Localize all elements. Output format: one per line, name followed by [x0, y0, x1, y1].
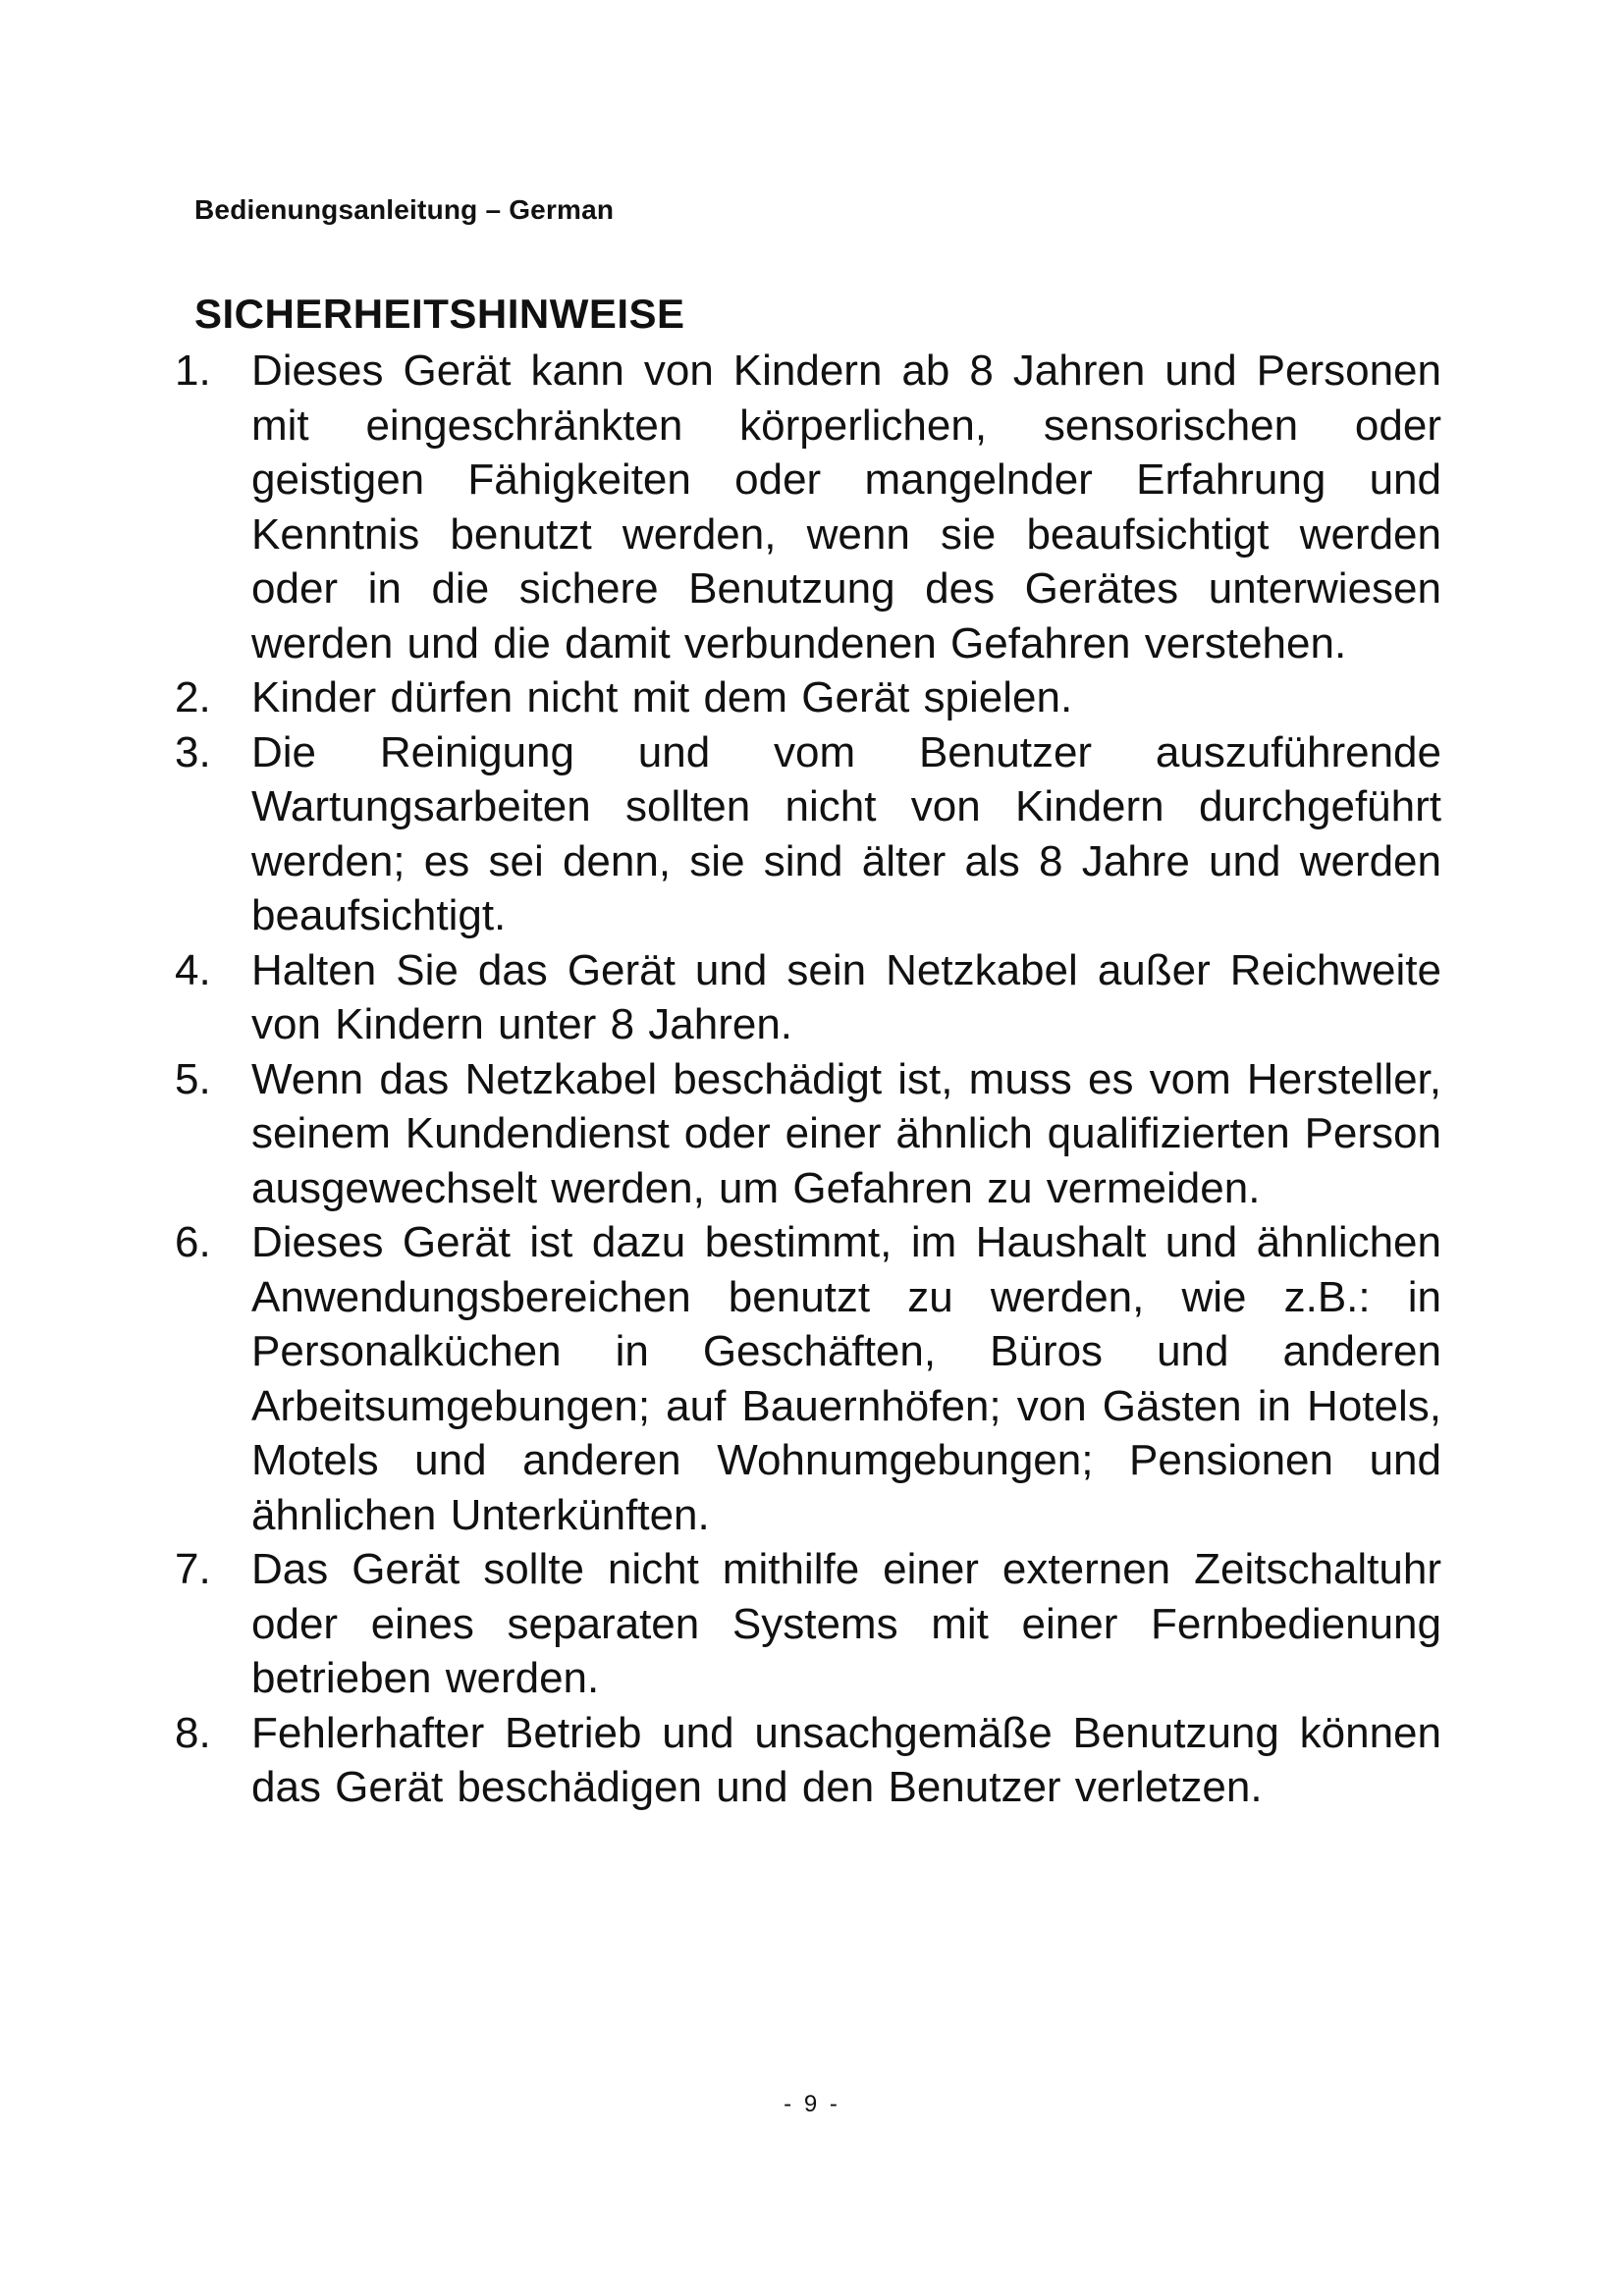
safety-item-5	[175, 1052, 1441, 1216]
item-number: 1.	[175, 347, 211, 395]
running-header: Bedienungsanleitung – German	[194, 194, 615, 225]
safety-item-2	[175, 670, 1441, 725]
item-number: 4.	[175, 945, 211, 994]
item-text: Fehlerhafter Betrieb und unsachgemäße Benutzung können das Gerät beschädigen und den Benutzer verletzen.	[251, 1708, 1441, 1811]
item-text: Wenn das Netzkabel beschädigt ist, muss es vom Hersteller, seinem Kundendienst oder einer ähnlich qualifizierten Person ausgewechselt werden, um Gefahren zu vermeiden.	[251, 1054, 1441, 1212]
item-number: 2.	[175, 673, 211, 721]
page-number: - 9 -	[784, 2091, 840, 2117]
safety-item-8	[175, 1706, 1441, 1815]
item-text: Die Reinigung und vom Benutzer auszuführende Wartungsarbeiten sollten nicht von Kindern durchgeführt werden; es sei denn, sie sind älter als 8 Jahre und werden beaufsichtigt.	[251, 727, 1441, 939]
safety-item-3	[175, 725, 1441, 943]
section-title: SICHERHEITSHINWEISE	[194, 291, 685, 337]
item-number: 3.	[175, 727, 211, 776]
safety-item-4	[175, 943, 1441, 1052]
safety-item-7	[175, 1542, 1441, 1706]
item-text: Dieses Gerät ist dazu bestimmt, im Haushalt und ähnlichen Anwendungsbereichen benutzt zu werden, wie z.B.: in Personalküchen in Geschäften, Büros und anderen Arbeitsumgebungen; auf Bauernhöfen; von Gästen in Hotels, Motels und anderen Wohnumgebungen; Pensionen und ähnlichen Unterkünften.	[251, 1218, 1441, 1539]
item-number: 7.	[175, 1545, 211, 1593]
item-number: 6.	[175, 1218, 211, 1266]
item-number: 8.	[175, 1708, 211, 1757]
item-text: Halten Sie das Gerät und sein Netzkabel außer Reichweite von Kindern unter 8 Jahren.	[251, 945, 1441, 1048]
item-number: 5.	[175, 1054, 211, 1103]
item-text: Dieses Gerät kann von Kindern ab 8 Jahren und Personen mit eingeschränkten körperlichen, sensorischen oder geistigen Fähigkeiten oder mangelnder Erfahrung und Kenntnis benutzt werden, wenn sie beaufsichtigt werden oder in die sichere Benutzung des Gerätes unterwiesen werden und die damit verbundenen Gefahren verstehen.	[251, 347, 1441, 667]
item-text: Kinder dürfen nicht mit dem Gerät spielen.	[251, 673, 1073, 721]
safety-instructions-list	[175, 344, 1441, 1815]
safety-item-1	[175, 344, 1441, 670]
item-text: Das Gerät sollte nicht mithilfe einer externen Zeitschaltuhr oder eines separaten Systems mit einer Fernbedienung betrieben werden.	[251, 1545, 1441, 1702]
safety-item-6	[175, 1215, 1441, 1542]
